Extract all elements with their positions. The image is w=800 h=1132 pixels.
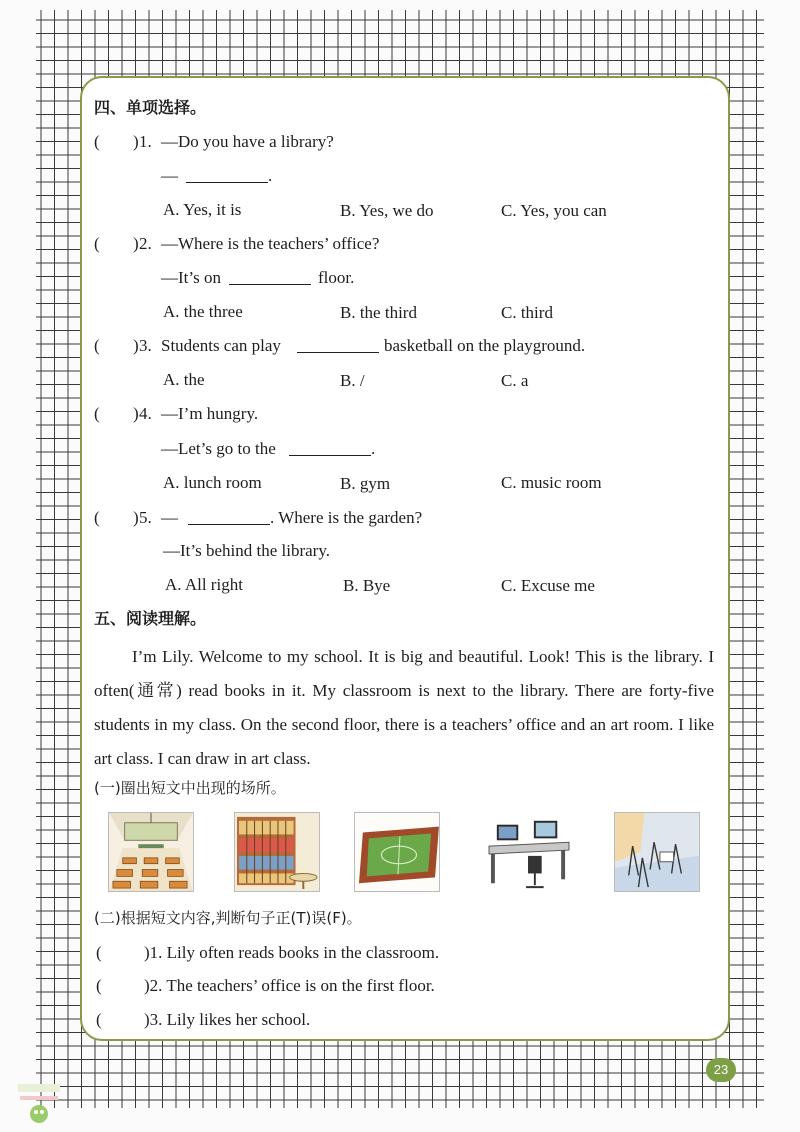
passage-text: I’m Lily. Welcome to my school. It is big and beautiful. Look! This is the library. I often(通常) read books in it. My classroom is next to the library. There are forty-five students in my class. On the second floor, there is a teachers’ office and an art room. I like art class. I can draw in art class.: [94, 647, 714, 768]
statement2-text: )2. The teachers’ office is on the first floor.: [144, 976, 435, 995]
q4-reply-prefix: —Let’s go to the: [161, 439, 276, 458]
q5-prompt-after: . Where is the garden?: [270, 508, 423, 527]
classroom-picture: [108, 812, 194, 892]
q3-prompt-before: Students can play: [161, 336, 281, 355]
q5-open-paren: (: [94, 508, 100, 527]
q4-close-paren: ): [133, 404, 139, 423]
q4-prompt: —I’m hungry.: [161, 404, 259, 423]
q4-option-b: B. gym: [340, 474, 391, 493]
part2-title: (二)根据短文内容,判断句子正(T)误(F)。: [94, 909, 362, 927]
q3-option-b: B. /: [340, 371, 365, 390]
q2-prompt: —Where is the teachers’ office?: [161, 234, 380, 253]
q1-answer-blank: [186, 166, 268, 183]
q5-option-a: A. All right: [165, 575, 243, 594]
statement3-text: )3. Lily likes her school.: [144, 1010, 311, 1029]
q5-reply: —It’s behind the library.: [163, 541, 330, 560]
playground-picture: [354, 812, 440, 892]
q4-option-c: C. music room: [501, 473, 602, 492]
q3-close-paren: ): [133, 336, 139, 355]
library-picture: [234, 812, 320, 892]
bottom-margin: [0, 1108, 800, 1132]
q3-prompt-after: basketball on the playground.: [384, 336, 586, 355]
left-margin: [0, 0, 36, 1132]
q5-option-c: C. Excuse me: [501, 576, 595, 595]
q5-answer-blank: [188, 508, 270, 525]
q3-open-paren: (: [94, 336, 100, 355]
q4-answer-blank: [289, 439, 371, 456]
teachers-office-picture: [486, 812, 572, 892]
q1-option-b: B. Yes, we do: [340, 201, 434, 220]
q5-prompt-before: —: [161, 508, 178, 527]
q1-open-paren: (: [94, 132, 100, 151]
q4-option-a: A. lunch room: [163, 473, 262, 492]
q2-option-a: A. the three: [163, 302, 243, 321]
q1-prompt: —Do you have a library?: [161, 132, 334, 151]
q2-close-paren: ): [133, 234, 139, 253]
q1-close-paren: ): [133, 132, 139, 151]
q2-option-c: C. third: [501, 303, 553, 322]
statement1-text: )1. Lily often reads books in the classroom.: [144, 943, 440, 962]
q5-option-b: B. Bye: [343, 576, 391, 595]
right-margin: [764, 0, 800, 1132]
q2-number: 2.: [139, 234, 152, 253]
q3-number: 3.: [139, 336, 152, 355]
q1-reply-prefix: —: [161, 166, 178, 185]
section4-title: 四、单项选择。: [94, 98, 207, 117]
q2-option-b: B. the third: [340, 303, 417, 322]
page-number: 23: [706, 1058, 736, 1082]
q1-reply-suffix: .: [268, 166, 273, 185]
part1-title: (一)圈出短文中出现的场所。: [94, 779, 286, 797]
q2-reply-prefix: —It’s on: [161, 268, 221, 287]
q5-close-paren: ): [133, 508, 139, 527]
statement2-paren: (: [96, 976, 102, 995]
q3-option-c: C. a: [501, 371, 529, 390]
reading-passage: [94, 640, 714, 776]
top-margin: [0, 0, 800, 10]
statement3-paren: (: [96, 1010, 102, 1029]
q3-answer-blank: [297, 336, 379, 353]
q3-option-a: A. the: [163, 370, 205, 389]
q2-reply-suffix: floor.: [318, 268, 355, 287]
art-room-picture: [614, 812, 700, 892]
q1-option-c: C. Yes, you can: [501, 201, 607, 220]
publisher-logo-icon: [16, 1082, 62, 1126]
q2-open-paren: (: [94, 234, 100, 253]
q4-number: 4.: [139, 404, 152, 423]
q1-option-a: A. Yes, it is: [163, 200, 242, 219]
q2-answer-blank: [229, 268, 311, 285]
section5-title: 五、阅读理解。: [94, 609, 207, 628]
q4-open-paren: (: [94, 404, 100, 423]
q5-number: 5.: [139, 508, 152, 527]
q1-number: 1.: [139, 132, 152, 151]
q4-reply-suffix: .: [371, 439, 376, 458]
statement1-paren: (: [96, 943, 102, 962]
